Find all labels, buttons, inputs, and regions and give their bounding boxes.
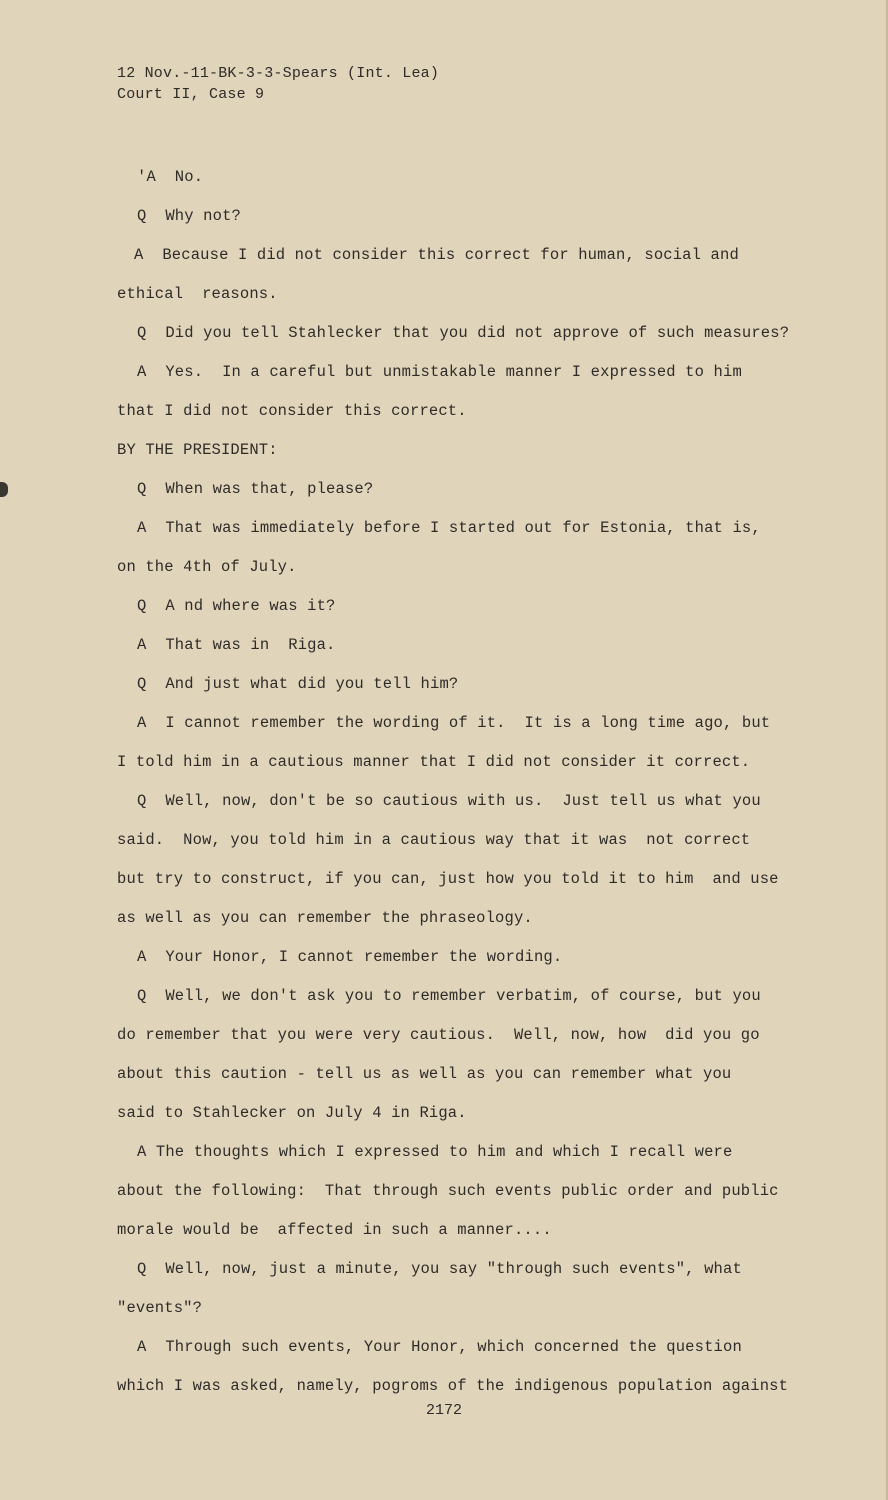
transcript-line: Q Well, now, don't be so cautious with us. Just tell us what you (137, 792, 761, 810)
transcript-line: Q Well, now, just a minute, you say "through such events", what (137, 1260, 742, 1278)
transcript-line: about the following: That through such events public order and public (117, 1182, 779, 1200)
transcript-line: Q When was that, please? (137, 480, 374, 498)
transcript-line: A Yes. In a careful but unmistakable manner I expressed to him (137, 363, 742, 381)
transcript-line: A That was in Riga. (137, 636, 336, 654)
transcript-line: do remember that you were very cautious. Well, now, how did you go (117, 1026, 760, 1044)
transcript-line: as well as you can remember the phraseology. (117, 909, 533, 927)
transcript-line: that I did not consider this correct. (117, 402, 467, 420)
transcript-body (117, 158, 817, 1406)
transcript-line: A I cannot remember the wording of it. It is a long time ago, but (137, 714, 771, 732)
transcript-line: "events"? (117, 1299, 203, 1317)
header-line-2: Court II, Case 9 (117, 86, 265, 103)
transcript-line: but try to construct, if you can, just how you told it to him and use (117, 870, 779, 888)
transcript-line: A Your Honor, I cannot remember the wording. (137, 948, 563, 966)
transcript-line: Q Why not? (137, 207, 241, 225)
transcript-line: said to Stahlecker on July 4 in Riga. (117, 1104, 467, 1122)
transcript-line: Q Well, we don't ask you to remember verbatim, of course, but you (137, 987, 761, 1005)
transcript-line: A Through such events, Your Honor, which concerned the question (137, 1338, 742, 1356)
transcript-line: Q Did you tell Stahlecker that you did not approve of such measures? (137, 324, 790, 342)
transcript-line: Q A nd where was it? (137, 597, 336, 615)
page-header (117, 63, 439, 105)
transcript-line: which I was asked, namely, pogroms of the indigenous population against (117, 1377, 789, 1395)
transcript-line: A Because I did not consider this correct for human, social and (134, 246, 739, 264)
transcript-line: on the 4th of July. (117, 558, 297, 576)
transcript-line: about this caution - tell us as well as you can remember what you (117, 1065, 732, 1083)
transcript-line: morale would be affected in such a manner.... (117, 1221, 552, 1239)
transcript-line: said. Now, you told him in a cautious way that it was not correct (117, 831, 751, 849)
header-line-1: 12 Nov.-11-BK-3-3-Spears (Int. Lea) (117, 65, 440, 82)
punch-hole-mark (0, 482, 8, 497)
transcript-line: A The thoughts which I expressed to him and which I recall were (137, 1143, 733, 1161)
transcript-line: Q And just what did you tell him? (137, 675, 459, 693)
transcript-line: I told him in a cautious manner that I did not consider it correct. (117, 753, 751, 771)
section-heading: BY THE PRESIDENT: (117, 441, 278, 459)
transcript-line: 'A No. (137, 168, 204, 186)
transcript-line: ethical reasons. (117, 285, 278, 303)
transcript-line: A That was immediately before I started out for Estonia, that is, (137, 519, 761, 537)
page-number: 2172 (425, 1402, 462, 1419)
